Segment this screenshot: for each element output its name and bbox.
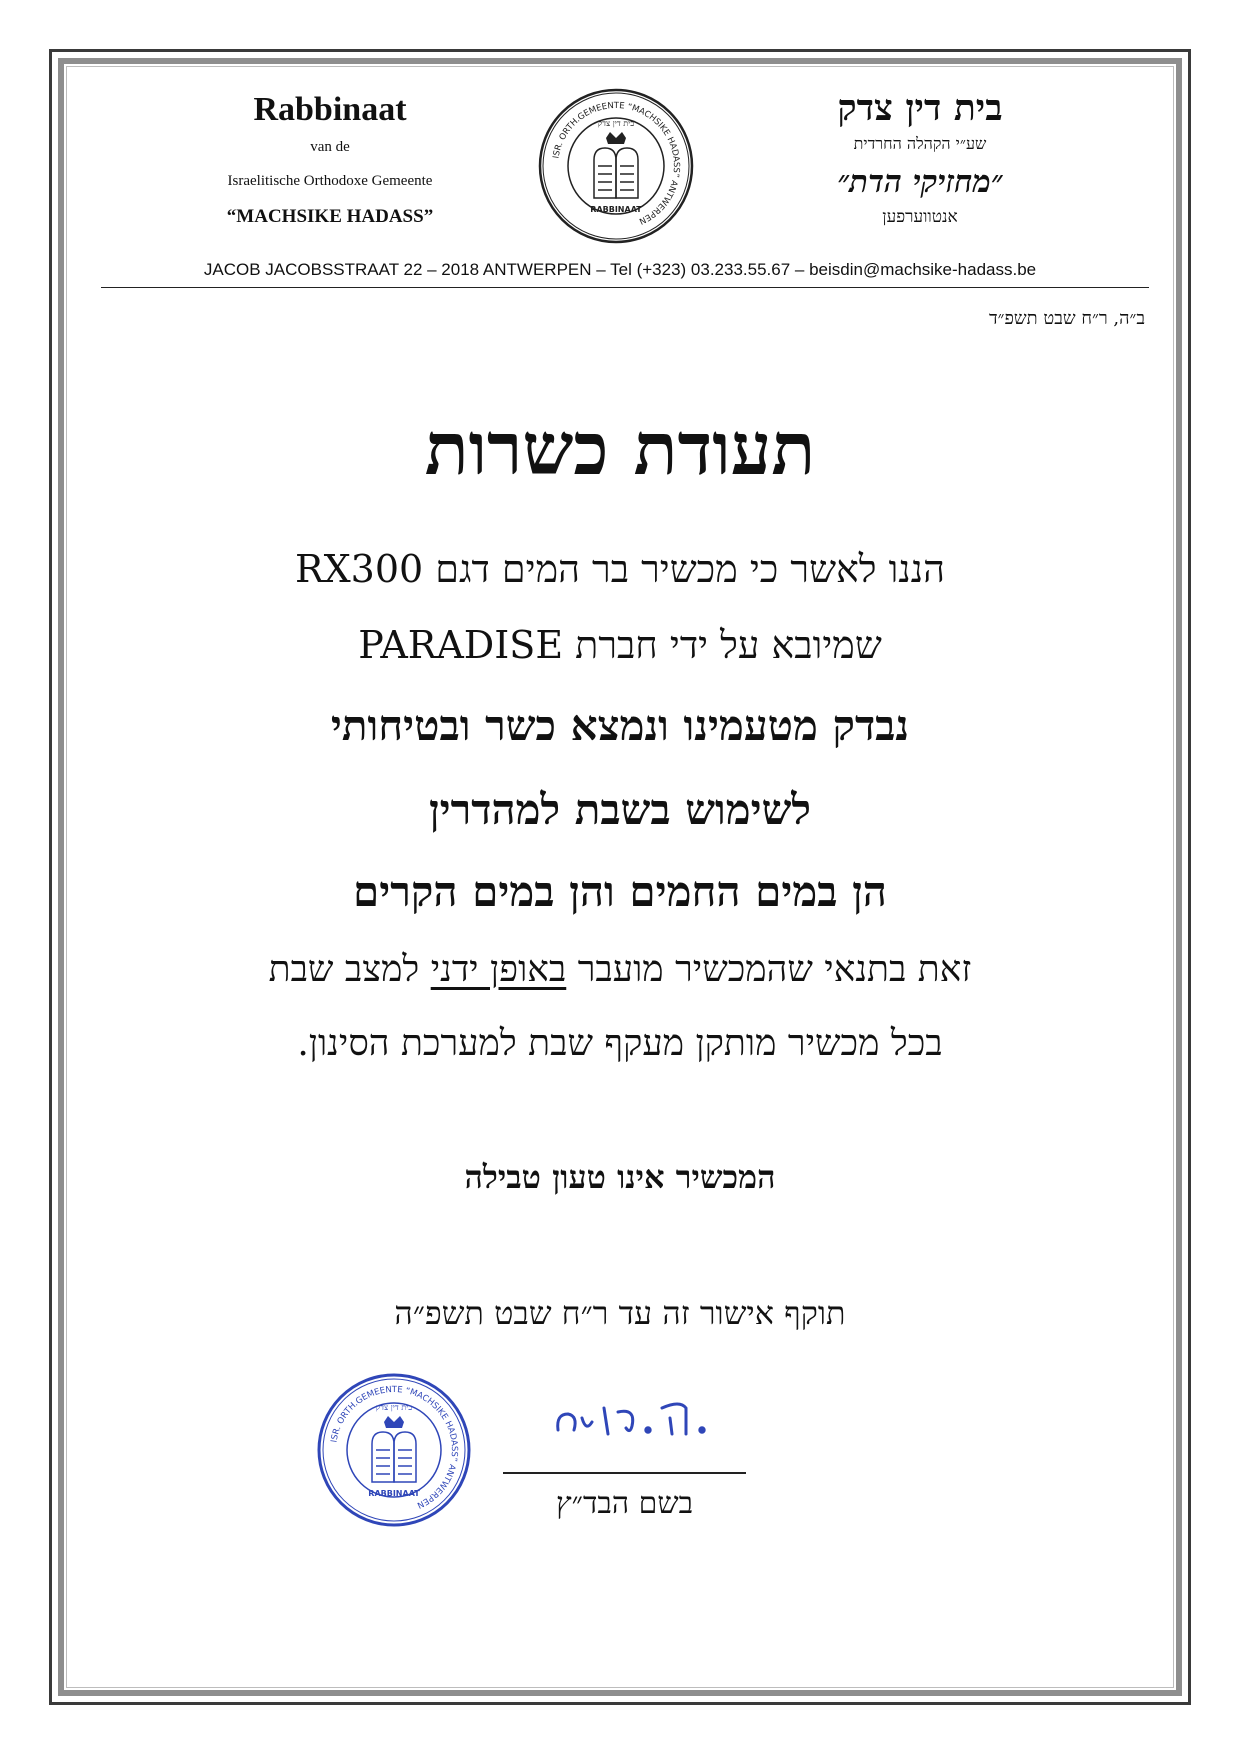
letterhead-address: JACOB JACOBSSTRAAT 22 – 2018 ANTWERPEN – Tel (+323) 03.233.55.67 – beisdin@machsike-hadass.be: [203, 260, 1037, 279]
body-line-5: הן במים החמים והן במים הקרים: [353, 867, 887, 916]
body-line-8: המכשיר אינו טעון טבילה: [464, 1158, 776, 1196]
svg-text:ISR. ORTH.GEMEENTE “MACHSIKE H: ISR. ORTH.GEMEENTE “MACHSIKE HADASS” ANTWERPEN: [551, 100, 682, 226]
body-line-1: הננו לאשר כי מכשיר בר המים דגם RX300: [295, 547, 945, 591]
stamp-icon: [314, 1370, 474, 1530]
beis-din-city: אנטווערפען: [882, 207, 958, 227]
header-divider: [101, 287, 1149, 288]
svg-text:ISR. ORTH.GEMEENTE “MACHSIKE H: ISR. ORTH.GEMEENTE “MACHSIKE HADASS” ANTWERPEN: [329, 1384, 460, 1510]
body-line-6-a: זאת בתנאי שהמכשיר מועבר: [566, 949, 972, 990]
certificate-title: תעודת כשרות: [424, 406, 816, 491]
svg-text:בית דין צדק: בית דין צדק: [597, 119, 635, 128]
org-machsike-hadass: “MACHSIKE HADASS”: [226, 206, 434, 227]
org-van: van de: [310, 139, 350, 155]
signature-caption: בשם הבד״ץ: [555, 1486, 694, 1521]
svg-text:RABBINAAT: RABBINAAT: [368, 1489, 420, 1498]
body-line-6-b: למצב שבת: [268, 949, 431, 990]
beis-din-sub: שע״י הקהלה החרדית: [853, 134, 987, 153]
seal-icon-top: [536, 86, 696, 246]
beis-din-name: ״מחזיקי הדת״: [837, 164, 1003, 200]
handwritten-signature: [530, 1378, 750, 1458]
validity-line: תוקף אישור זה עד ר״ח שבט תשפ״ה: [394, 1294, 846, 1332]
body-line-2: שמיובא על ידי חברת PARADISE: [358, 623, 882, 667]
letterhead-latin: [180, 88, 480, 230]
signature-line: [503, 1472, 746, 1474]
body-line-7: בכל מכשיר מותקן מעקף שבת למערכת הסינון.: [297, 1023, 943, 1064]
body-line-6-underlined: באופן ידני: [430, 949, 567, 990]
letterhead-hebrew: [760, 84, 1080, 230]
body-line-3: נבדק מטעמינו ונמצא כשר ובטיחותי: [330, 701, 910, 750]
beis-din-title: בית דין צדק: [837, 87, 1003, 129]
svg-text:בית דין צדק: בית דין צדק: [375, 1403, 413, 1412]
org-gemeente: Israelitische Orthodoxe Gemeente: [227, 173, 433, 189]
body-line-4: לשימוש בשבת למהדרין: [428, 785, 812, 834]
document-date: ב״ה, ר״ח שבט תשפ״ד: [988, 308, 1145, 329]
org-name: Rabbinaat: [253, 91, 407, 128]
body-line-6: [150, 944, 1090, 996]
svg-text:RABBINAAT: RABBINAAT: [590, 205, 642, 214]
